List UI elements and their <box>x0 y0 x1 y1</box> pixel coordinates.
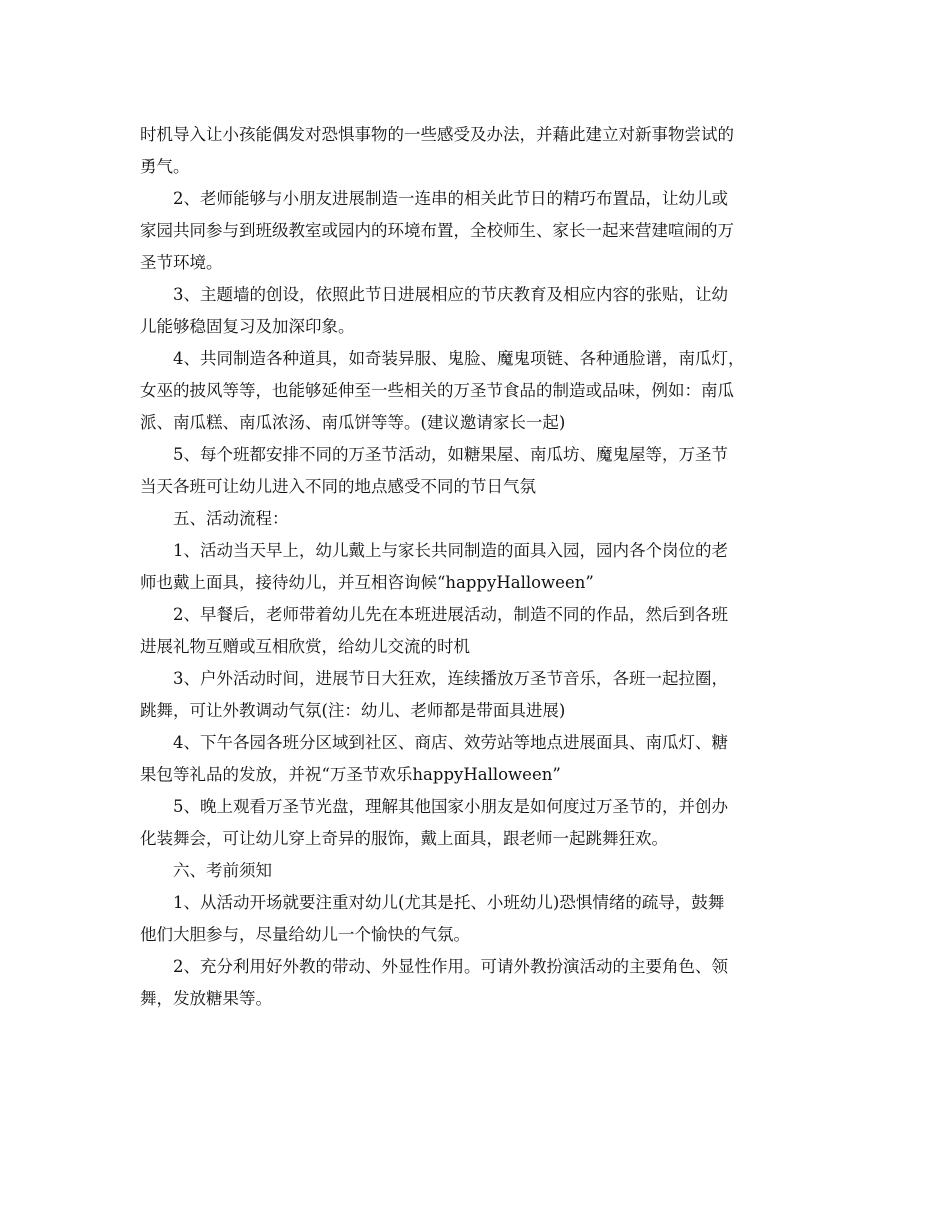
text-line: 4、下午各园各班分区域到社区、商店、效劳站等地点进展面具、南瓜灯、糖 <box>173 733 728 752</box>
text-line: 1、活动当天早上，幼儿戴上与家长共同制造的面具入园，园内各个岗位的老 <box>173 541 728 560</box>
text-line: 当天各班可让幼儿进入不同的地点感受不同的节日气氛 <box>140 477 536 496</box>
text-line: 5、晚上观看万圣节光盘，理解其他国家小朋友是如何度过万圣节的，并创办 <box>173 797 728 816</box>
text-line: 女巫的披风等等，也能够延伸至一些相关的万圣节食品的制造或品味，例如：南瓜 <box>140 381 734 400</box>
document-body <box>140 119 818 1015</box>
text-line: 他们大胆参与，尽量给幼儿一个愉快的气氛。 <box>140 925 470 944</box>
text-line: 勇气。 <box>140 157 190 176</box>
text-line: 进展礼物互赠或互相欣赏，给幼儿交流的时机 <box>140 637 470 656</box>
text-line: 时机导入让小孩能偶发对恐惧事物的一些感受及办法，并藉此建立对新事物尝试的 <box>140 125 734 144</box>
text-line: 圣节环境。 <box>140 253 223 272</box>
text-line: 4、共同制造各种道具，如奇装异服、鬼脸、魔鬼项链、各种通脸谱，南瓜灯， <box>173 349 745 368</box>
text-line: 3、主题墙的创设，依照此节日进展相应的节庆教育及相应内容的张贴，让幼 <box>173 285 728 304</box>
text-line: 五、活动流程： <box>173 509 289 528</box>
text-line: 3、户外活动时间，进展节日大狂欢，连续播放万圣节音乐，各班一起拉圈， <box>173 669 728 688</box>
text-line: 2、早餐后，老师带着幼儿先在本班进展活动，制造不同的作品，然后到各班 <box>173 605 728 624</box>
text-line: 5、每个班都安排不同的万圣节活动，如糖果屋、南瓜坊、魔鬼屋等，万圣节 <box>173 445 728 464</box>
text-line: 师也戴上面具，接待幼儿，并互相咨询候“happyHalloween” <box>140 573 594 592</box>
text-line: 化装舞会，可让幼儿穿上奇异的服饰，戴上面具，跟老师一起跳舞狂欢。 <box>140 829 668 848</box>
text-line: 2、老师能够与小朋友进展制造一连串的相关此节日的精巧布置品，让幼儿或 <box>173 189 728 208</box>
text-line: 2、充分利用好外教的带动、外显性作用。可请外教扮演活动的主要角色、领 <box>173 957 728 976</box>
text-line: 舞，发放糖果等。 <box>140 989 272 1008</box>
text-line: 六、考前须知 <box>173 861 272 880</box>
text-line: 家园共同参与到班级教室或园内的环境布置，全校师生、家长一起来营建喧闹的万 <box>140 221 734 240</box>
text-line: 果包等礼品的发放，并祝“万圣节欢乐happyHalloween” <box>140 765 561 784</box>
text-line: 儿能够稳固复习及加深印象。 <box>140 317 355 336</box>
text-line: 1、从活动开场就要注重对幼儿(尤其是托、小班幼儿)恐惧情绪的疏导，鼓舞 <box>173 893 725 912</box>
text-line: 派、南瓜糕、南瓜浓汤、南瓜饼等等。(建议邀请家长一起) <box>140 413 566 432</box>
text-line: 跳舞，可让外教调动气氛(注：幼儿、老师都是带面具进展) <box>140 701 566 720</box>
